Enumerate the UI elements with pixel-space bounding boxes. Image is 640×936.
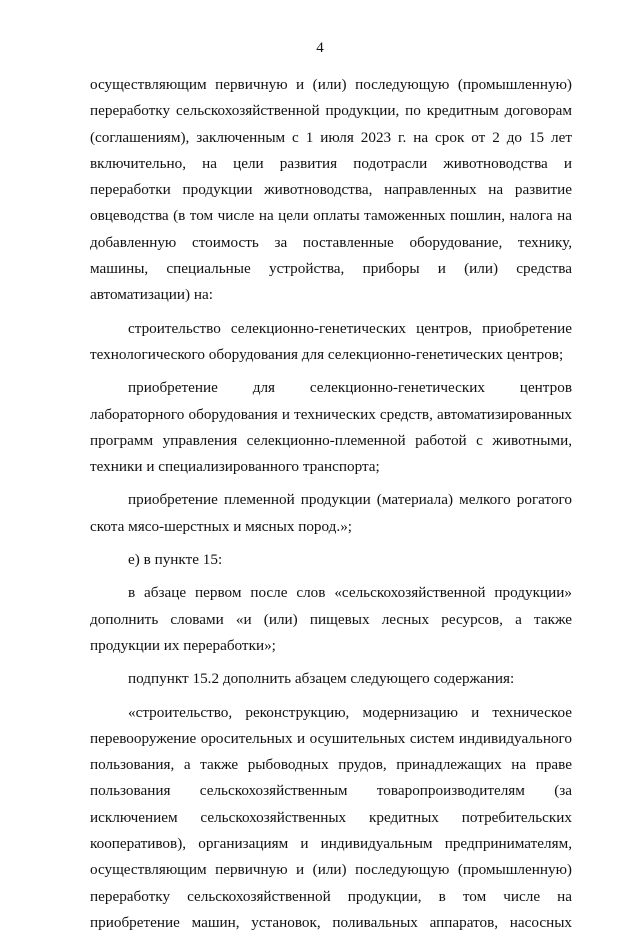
paragraph-construction-centers: строительство селекционно-генетических центров, приобретение технологического оборудования для селекционно-генетических центров; [90,319,572,363]
paragraph-irrigation: «строительство, реконструкцию, модернизацию и техническое перевооружение оросительных и осушительных систем индивидуального пользования, а также рыбоводных прудов, принадлежащих на праве пользования сельскохозяйственным товаропроизводителям (за исключением сельскохозяйственных кредитных потребительских кооперативов), организациям и индивидуальным предпринимателям, осуществляющим первичную и (или) последующую (промышленную) переработку сельскохозяйственной продукции, в том числе на приобретение машин, установок, поливальных аппаратов, насосных [90,703,572,931]
document-body [90,72,572,936]
paragraph-first-abzac: в абзаце первом после слов «сельскохозяйственной продукции» дополнить словами «и (или) пищевых лесных ресурсов, а также продукции их переработки»; [90,584,572,654]
paragraph-subpoint-15-2: подпункт 15.2 дополнить абзацем следующего содержания: [128,670,515,688]
paragraph-breeding-products: приобретение племенной продукции (материала) мелкого рогатого скота мясо-шерстных и мясных пород.»; [90,491,572,535]
paragraph-point-15: е) в пункте 15: [128,551,223,569]
paragraph-lab-equipment: приобретение для селекционно-генетических центров лабораторного оборудования и технических средств, автоматизированных программ управления селекционно-племенной работой с животными, техники и специализированного транспорта; [90,379,572,476]
paragraph-continuation: осуществляющим первичную и (или) последующую (промышленную) переработку сельскохозяйственной продукции, по кредитным договорам (соглашениям), заключенным с 1 июля 2023 г. на срок от 2 до 15 лет включительно, на цели развития подотрасли животноводства и переработки продукции животноводства, направленных на развитие овцеводства (в том числе на цели оплаты таможенных пошлин, налога на добавленную стоимость за поставленные оборудование, технику, машины, специальные устройства, приборы и (или) средства автоматизации) на: [90,76,572,304]
page-number: 4 [316,40,324,56]
